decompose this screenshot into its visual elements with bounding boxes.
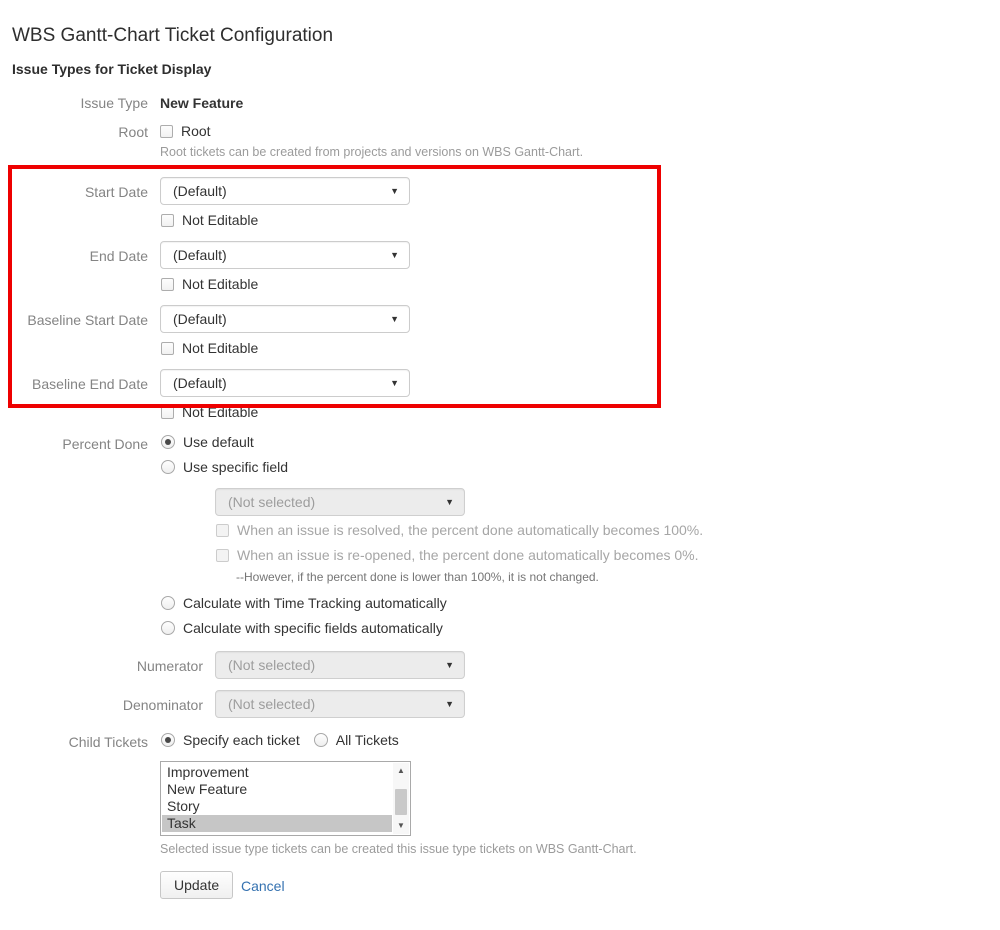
baseline-end-date-not-editable-label: Not Editable <box>182 404 259 420</box>
use-default-radio[interactable] <box>161 435 175 449</box>
resolved-checkbox-row <box>216 522 703 538</box>
end-date-not-editable-checkbox[interactable] <box>161 278 174 291</box>
use-default-label: Use default <box>183 434 254 450</box>
dropdown-caret-icon: ▼ <box>445 698 454 709</box>
dropdown-caret-icon: ▼ <box>445 659 454 670</box>
start-date-select[interactable] <box>160 177 410 205</box>
child-tickets-listbox[interactable] <box>160 761 411 836</box>
denominator-label: Denominator <box>122 697 203 713</box>
start-date-label: Start Date <box>84 184 148 200</box>
however-note: --However, if the percent done is lower than 100%, it is not changed. <box>236 570 599 584</box>
section-title: Issue Types for Ticket Display <box>12 61 212 77</box>
start-date-not-editable-label: Not Editable <box>182 212 259 228</box>
calc-time-tracking-radio[interactable] <box>161 596 175 610</box>
root-label: Root <box>118 124 148 140</box>
baseline-start-date-label: Baseline Start Date <box>27 312 148 328</box>
dropdown-caret-icon: ▼ <box>445 496 454 507</box>
numerator-select <box>215 651 465 679</box>
listbox-scrollbar[interactable] <box>393 763 409 834</box>
root-checkbox-label: Root <box>181 123 211 139</box>
issue-type-label: Issue Type <box>80 95 148 111</box>
denominator-select <box>215 690 465 718</box>
percent-done-use-default-row <box>161 434 254 450</box>
calc-time-tracking-label: Calculate with Time Tracking automatically <box>183 595 447 611</box>
baseline-end-date-select-value: (Default) <box>173 375 227 391</box>
page-title: WBS Gantt-Chart Ticket Configuration <box>12 25 334 46</box>
all-tickets-radio[interactable] <box>314 733 328 747</box>
reopened-0-checkbox <box>216 549 229 562</box>
resolved-100-label: When an issue is resolved, the percent done automatically becomes 100%. <box>237 522 704 538</box>
dropdown-caret-icon: ▼ <box>390 185 399 196</box>
specific-field-select-value: (Not selected) <box>228 494 316 510</box>
cancel-link[interactable]: Cancel <box>241 878 285 894</box>
end-date-not-editable-row <box>161 276 258 292</box>
baseline-end-date-not-editable-checkbox[interactable] <box>161 406 174 419</box>
end-date-not-editable-label: Not Editable <box>182 276 259 292</box>
start-date-select-value: (Default) <box>173 183 227 199</box>
numerator-label: Numerator <box>136 658 203 674</box>
list-item[interactable]: Improvement <box>167 764 249 780</box>
calc-specific-fields-radio[interactable] <box>161 621 175 635</box>
start-date-not-editable-checkbox[interactable] <box>161 214 174 227</box>
scroll-down-icon[interactable]: ▼ <box>397 821 405 830</box>
list-item-selected[interactable]: Task <box>162 815 392 832</box>
child-tickets-label: Child Tickets <box>68 734 148 750</box>
dropdown-caret-icon: ▼ <box>390 249 399 260</box>
specify-each-ticket-label: Specify each ticket <box>183 732 300 748</box>
baseline-end-date-select[interactable] <box>160 369 410 397</box>
calc-time-tracking-row <box>161 595 447 611</box>
baseline-start-date-select[interactable] <box>160 305 410 333</box>
use-specific-field-label: Use specific field <box>183 459 289 475</box>
specific-field-select <box>215 488 465 516</box>
dropdown-caret-icon: ▼ <box>390 313 399 324</box>
baseline-start-date-not-editable-label: Not Editable <box>182 340 259 356</box>
baseline-end-date-not-editable-row <box>161 404 258 420</box>
list-item[interactable]: New Feature <box>167 781 248 797</box>
calc-specific-fields-row <box>161 620 443 636</box>
scrollbar-thumb[interactable] <box>395 789 407 815</box>
percent-done-use-specific-row <box>161 459 288 475</box>
baseline-start-date-not-editable-checkbox[interactable] <box>161 342 174 355</box>
child-tickets-mode-row <box>161 732 399 748</box>
percent-done-label: Percent Done <box>62 436 148 452</box>
use-specific-field-radio[interactable] <box>161 460 175 474</box>
denominator-select-value: (Not selected) <box>228 696 316 712</box>
reopened-0-label: When an issue is re-opened, the percent done automatically becomes 0%. <box>237 547 699 563</box>
resolved-100-checkbox <box>216 524 229 537</box>
update-button[interactable]: Update <box>160 871 233 899</box>
baseline-start-date-not-editable-row <box>161 340 258 356</box>
end-date-label: End Date <box>89 248 148 264</box>
specify-each-ticket-radio[interactable] <box>161 733 175 747</box>
calc-specific-fields-label: Calculate with specific fields automatically <box>183 620 443 636</box>
baseline-end-date-label: Baseline End Date <box>32 376 148 392</box>
all-tickets-label: All Tickets <box>335 732 399 748</box>
dropdown-caret-icon: ▼ <box>390 377 399 388</box>
list-item[interactable]: Story <box>167 798 200 814</box>
scroll-up-icon[interactable]: ▲ <box>397 766 405 775</box>
root-checkbox[interactable] <box>160 125 173 138</box>
root-row <box>160 123 211 139</box>
baseline-start-date-select-value: (Default) <box>173 311 227 327</box>
child-tickets-help-text: Selected issue type tickets can be created this issue type tickets on WBS Gantt-Chart. <box>160 842 637 856</box>
root-help-text: Root tickets can be created from projects and versions on WBS Gantt-Chart. <box>160 145 584 159</box>
issue-type-value: New Feature <box>160 95 244 111</box>
numerator-select-value: (Not selected) <box>228 657 316 673</box>
start-date-not-editable-row <box>161 212 258 228</box>
end-date-select-value: (Default) <box>173 247 227 263</box>
reopened-checkbox-row <box>216 547 699 563</box>
end-date-select[interactable] <box>160 241 410 269</box>
listbox-items <box>162 764 392 832</box>
